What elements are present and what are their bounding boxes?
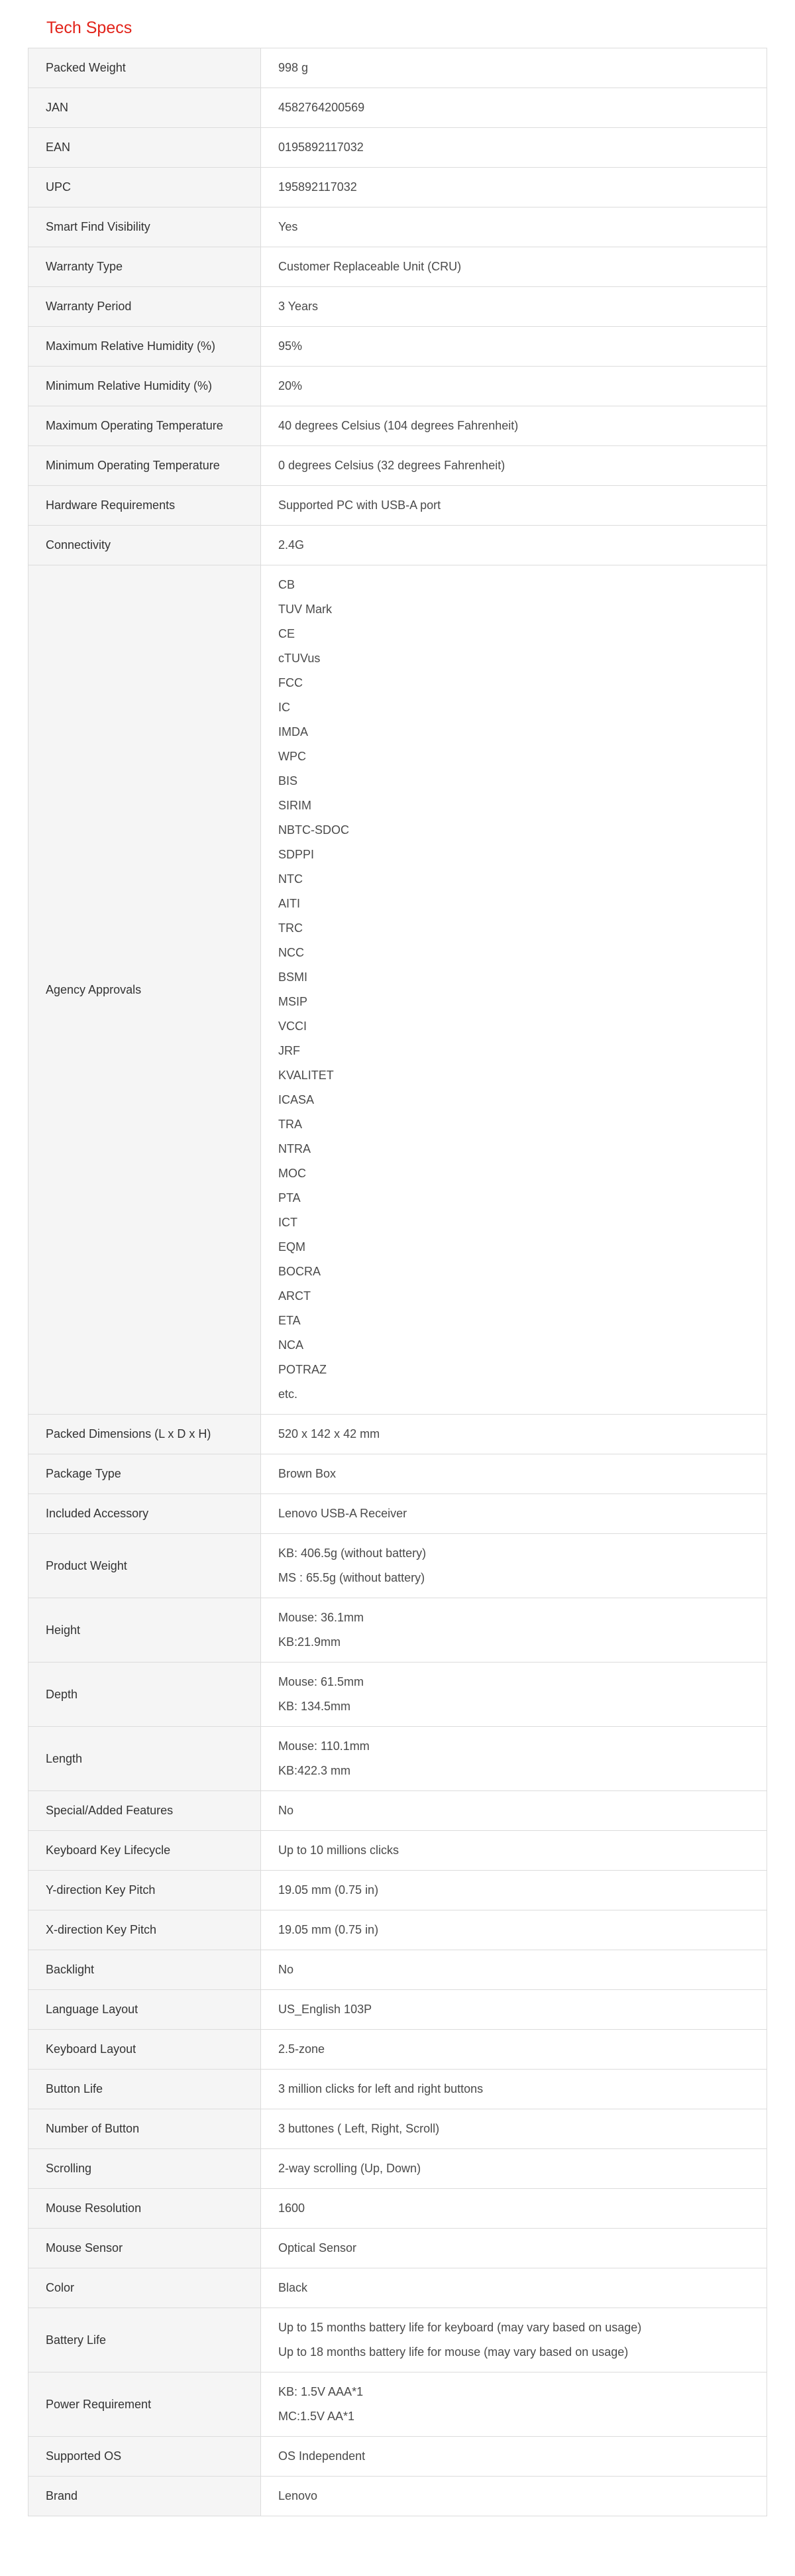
spec-value-line: 19.05 mm (0.75 in) [278, 1923, 379, 1936]
spec-row [28, 1415, 767, 1454]
spec-label: Brand [28, 2477, 261, 2516]
spec-row [28, 1831, 767, 1871]
spec-value-line: IC [278, 701, 290, 714]
spec-row [28, 327, 767, 367]
spec-value [261, 2070, 767, 2109]
spec-row [28, 526, 767, 565]
spec-label: Number of Button [28, 2109, 261, 2149]
spec-value-line: IMDA [278, 725, 308, 738]
spec-value [261, 2308, 767, 2372]
spec-label: JAN [28, 88, 261, 128]
spec-value [261, 1534, 767, 1598]
spec-label: Packed Weight [28, 48, 261, 88]
spec-row [28, 1990, 767, 2030]
spec-value-line: etc. [278, 1387, 298, 1401]
spec-value-line: BIS [278, 774, 298, 788]
spec-value-line: ARCT [278, 1289, 311, 1303]
spec-row [28, 2109, 767, 2149]
spec-value-line: Mouse: 61.5mm [278, 1675, 364, 1688]
spec-label: X-direction Key Pitch [28, 1910, 261, 1950]
spec-label: Keyboard Layout [28, 2030, 261, 2070]
spec-label: Product Weight [28, 1534, 261, 1598]
spec-value [261, 247, 767, 287]
spec-value-line: 2.4G [278, 538, 305, 552]
spec-value-line: MC:1.5V AA*1 [278, 2410, 355, 2423]
spec-value [261, 2149, 767, 2189]
spec-value [261, 2268, 767, 2308]
spec-label: UPC [28, 168, 261, 207]
spec-row [28, 88, 767, 128]
spec-value-line: SDPPI [278, 848, 315, 861]
spec-value [261, 1598, 767, 1663]
spec-value-line: ETA [278, 1314, 301, 1327]
spec-row [28, 2070, 767, 2109]
spec-value [261, 287, 767, 327]
spec-value-line: WPC [278, 750, 306, 763]
spec-row [28, 486, 767, 526]
spec-row [28, 128, 767, 168]
spec-value [261, 2229, 767, 2268]
spec-label: Supported OS [28, 2437, 261, 2477]
spec-value-line: KB:422.3 mm [278, 1764, 351, 1777]
spec-value-line: 40 degrees Celsius (104 degrees Fahrenheit) [278, 419, 519, 432]
spec-value [261, 2030, 767, 2070]
spec-label: Packed Dimensions (L x D x H) [28, 1415, 261, 1454]
spec-value-line: NCA [278, 1338, 304, 1352]
spec-value [261, 1494, 767, 1534]
spec-value-line: 95% [278, 339, 303, 353]
spec-value-line: KB: 134.5mm [278, 1700, 351, 1713]
spec-row [28, 565, 767, 1415]
spec-row [28, 247, 767, 287]
spec-value-line: KB: 1.5V AAA*1 [278, 2385, 364, 2398]
spec-value [261, 367, 767, 406]
spec-row [28, 1910, 767, 1950]
spec-value-line: cTUVus [278, 652, 321, 665]
spec-label: EAN [28, 128, 261, 168]
spec-value-line: CB [278, 578, 295, 591]
spec-value [261, 1415, 767, 1454]
spec-value [261, 565, 767, 1415]
spec-row [28, 1950, 767, 1990]
spec-label: Mouse Resolution [28, 2189, 261, 2229]
spec-value-line: MS : 65.5g (without battery) [278, 1571, 425, 1584]
spec-value-line: NCC [278, 946, 304, 959]
spec-value-line: Customer Replaceable Unit (CRU) [278, 260, 462, 273]
spec-value [261, 1950, 767, 1990]
spec-value-line: Mouse: 110.1mm [278, 1739, 370, 1753]
spec-value-line: No [278, 1963, 294, 1976]
spec-row [28, 367, 767, 406]
spec-value-line: 0 degrees Celsius (32 degrees Fahrenheit) [278, 459, 505, 472]
spec-row [28, 207, 767, 247]
spec-row [28, 48, 767, 88]
spec-value-line: KB:21.9mm [278, 1635, 341, 1649]
spec-row [28, 168, 767, 207]
spec-label: Power Requirement [28, 2372, 261, 2437]
spec-value-line: US_English 103P [278, 2003, 372, 2016]
spec-value-line: 520 x 142 x 42 mm [278, 1427, 380, 1440]
spec-row [28, 2372, 767, 2437]
spec-value-line: TRC [278, 921, 303, 935]
spec-value-line: 1600 [278, 2201, 305, 2215]
spec-row [28, 1494, 767, 1534]
spec-label: Backlight [28, 1950, 261, 1990]
spec-value-line: FCC [278, 676, 303, 689]
spec-value-line: Up to 10 millions clicks [278, 1844, 399, 1857]
spec-label: Maximum Operating Temperature [28, 406, 261, 446]
spec-label: Scrolling [28, 2149, 261, 2189]
spec-value-line: Lenovo [278, 2489, 318, 2502]
spec-value [261, 1910, 767, 1950]
spec-row [28, 1454, 767, 1494]
spec-value-line: 20% [278, 379, 303, 392]
spec-label: Battery Life [28, 2308, 261, 2372]
spec-label: Y-direction Key Pitch [28, 1871, 261, 1910]
spec-row [28, 2149, 767, 2189]
spec-value [261, 88, 767, 128]
spec-value-line: NBTC-SDOC [278, 823, 349, 837]
spec-label: Height [28, 1598, 261, 1663]
spec-label: Smart Find Visibility [28, 207, 261, 247]
spec-label: Length [28, 1727, 261, 1791]
spec-label: Minimum Operating Temperature [28, 446, 261, 486]
tech-specs-table [28, 48, 767, 2516]
spec-row [28, 2308, 767, 2372]
spec-value-line: KVALITET [278, 1069, 334, 1082]
tech-specs-rows [28, 48, 767, 2516]
spec-value-line: NTC [278, 872, 303, 886]
spec-value-line: Black [278, 2281, 308, 2294]
spec-value-line: 0195892117032 [278, 141, 364, 154]
spec-value-line: AITI [278, 897, 301, 910]
spec-value [261, 2109, 767, 2149]
spec-value-line: 2-way scrolling (Up, Down) [278, 2162, 421, 2175]
spec-label: Button Life [28, 2070, 261, 2109]
spec-value-line: 3 million clicks for left and right buttons [278, 2082, 484, 2095]
spec-row [28, 2189, 767, 2229]
spec-value-line: 195892117032 [278, 180, 357, 194]
spec-value [261, 406, 767, 446]
spec-value-line: 4582764200569 [278, 101, 365, 114]
spec-label: Connectivity [28, 526, 261, 565]
spec-row [28, 287, 767, 327]
spec-value-line: NTRA [278, 1142, 311, 1155]
spec-value-line: ICASA [278, 1093, 315, 1106]
spec-value-line: 19.05 mm (0.75 in) [278, 1883, 379, 1897]
spec-value [261, 327, 767, 367]
spec-value [261, 1727, 767, 1791]
spec-value-line: PTA [278, 1191, 301, 1204]
spec-value-line: EQM [278, 1240, 306, 1254]
spec-value-line: Up to 18 months battery life for mouse (may vary based on usage) [278, 2345, 629, 2359]
spec-value-line: BSMI [278, 970, 308, 984]
spec-value-line: Yes [278, 220, 298, 233]
spec-row [28, 1791, 767, 1831]
spec-value-line: 3 Years [278, 300, 319, 313]
spec-value-line: 2.5-zone [278, 2042, 325, 2056]
spec-value-line: No [278, 1804, 294, 1817]
spec-value [261, 48, 767, 88]
spec-value [261, 2372, 767, 2437]
spec-value [261, 2189, 767, 2229]
spec-value-line: 998 g [278, 61, 309, 74]
spec-value-line: Mouse: 36.1mm [278, 1611, 364, 1624]
spec-label: Included Accessory [28, 1494, 261, 1534]
spec-value [261, 526, 767, 565]
spec-row [28, 2477, 767, 2516]
spec-value [261, 446, 767, 486]
spec-value [261, 2437, 767, 2477]
spec-row [28, 406, 767, 446]
spec-label: Hardware Requirements [28, 486, 261, 526]
spec-value-line: Brown Box [278, 1467, 337, 1480]
spec-value-line: Supported PC with USB-A port [278, 498, 441, 512]
spec-value-line: SIRIM [278, 799, 312, 812]
spec-value [261, 486, 767, 526]
spec-label: Warranty Type [28, 247, 261, 287]
spec-row [28, 2229, 767, 2268]
spec-label: Language Layout [28, 1990, 261, 2030]
spec-value [261, 1663, 767, 1727]
spec-row [28, 1534, 767, 1598]
spec-value-line: MSIP [278, 995, 308, 1008]
spec-value-line: POTRAZ [278, 1363, 327, 1376]
spec-label: Depth [28, 1663, 261, 1727]
spec-value-line: 3 buttones ( Left, Right, Scroll) [278, 2122, 440, 2135]
spec-value [261, 128, 767, 168]
spec-value-line: Lenovo USB-A Receiver [278, 1507, 407, 1520]
spec-value-line: OS Independent [278, 2449, 366, 2463]
spec-row [28, 1598, 767, 1663]
spec-label: Warranty Period [28, 287, 261, 327]
spec-value-line: BOCRA [278, 1265, 321, 1278]
spec-label: Minimum Relative Humidity (%) [28, 367, 261, 406]
spec-value-line: TUV Mark [278, 603, 332, 616]
spec-label: Special/Added Features [28, 1791, 261, 1831]
spec-value [261, 207, 767, 247]
spec-label: Mouse Sensor [28, 2229, 261, 2268]
spec-label: Keyboard Key Lifecycle [28, 1831, 261, 1871]
spec-value [261, 1831, 767, 1871]
spec-value [261, 1454, 767, 1494]
spec-value [261, 1791, 767, 1831]
spec-value-line: CE [278, 627, 295, 640]
spec-label: Color [28, 2268, 261, 2308]
spec-value [261, 2477, 767, 2516]
spec-value-line: JRF [278, 1044, 300, 1057]
spec-value [261, 1871, 767, 1910]
spec-row [28, 1871, 767, 1910]
spec-row [28, 1663, 767, 1727]
spec-row [28, 2268, 767, 2308]
spec-row [28, 1727, 767, 1791]
spec-value [261, 168, 767, 207]
spec-value-line: KB: 406.5g (without battery) [278, 1547, 427, 1560]
spec-value-line: TRA [278, 1118, 302, 1131]
spec-label: Maximum Relative Humidity (%) [28, 327, 261, 367]
spec-row [28, 446, 767, 486]
spec-row [28, 2030, 767, 2070]
spec-value-line: MOC [278, 1167, 306, 1180]
spec-value-line: Up to 15 months battery life for keyboard (may vary based on usage) [278, 2321, 642, 2334]
spec-value-line: Optical Sensor [278, 2241, 357, 2254]
spec-label: Package Type [28, 1454, 261, 1494]
spec-value-line: VCCI [278, 1020, 307, 1033]
spec-value [261, 1990, 767, 2030]
spec-label: Agency Approvals [28, 565, 261, 1415]
spec-row [28, 2437, 767, 2477]
tech-specs-title: Tech Specs [46, 19, 132, 37]
spec-value-line: ICT [278, 1216, 297, 1229]
